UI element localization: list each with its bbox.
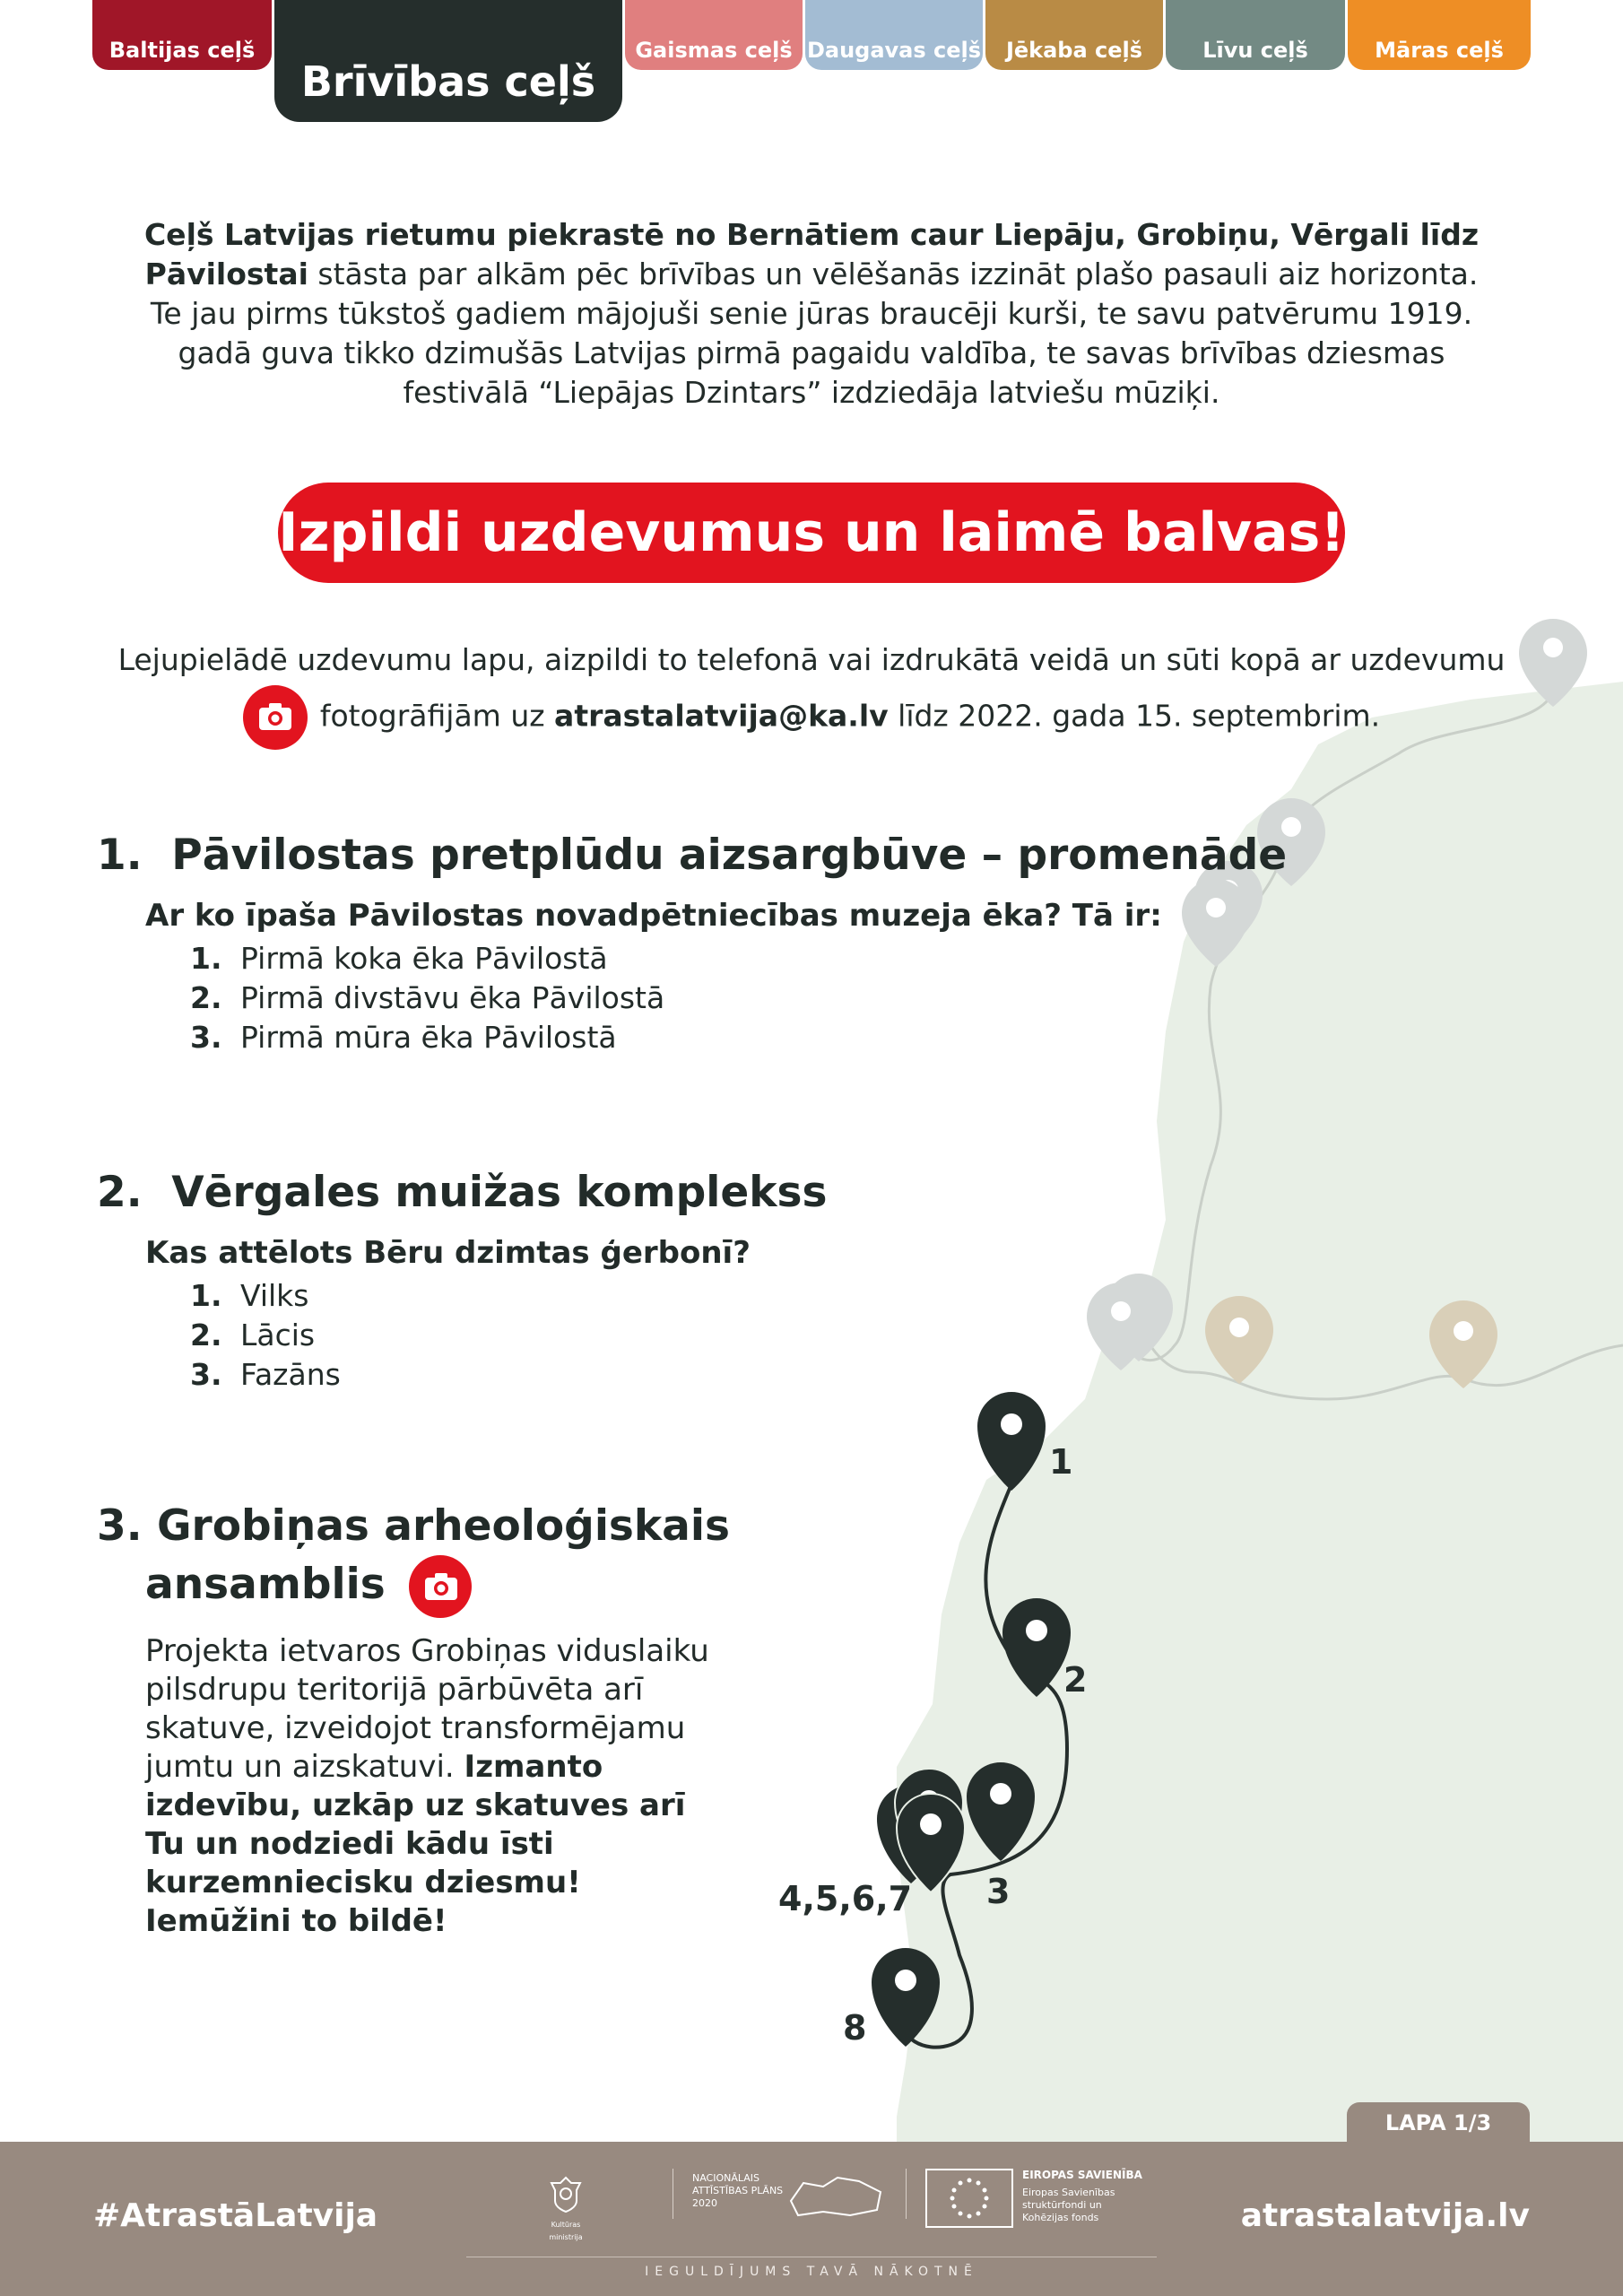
section-1	[97, 831, 1287, 1057]
eu-title: EIROPAS SAVIENĪBA	[1022, 2169, 1142, 2181]
section-2-question: Kas attēlots Bēru dzimtas ģerbonī?	[145, 1235, 751, 1271]
latvia-map-icon	[787, 2174, 888, 2221]
tab-brivibas[interactable]: Brīvības ceļš	[274, 0, 622, 122]
section-3-text	[145, 1632, 719, 1941]
section-2	[97, 1168, 827, 1395]
pin-label-2: 2	[1063, 1660, 1088, 1700]
instructions-line1: Lejupielādē uzdevumu lapu, aizpildi to telefonā vai izdrukātā veidā un sūti kopā ar uzdevumu	[117, 642, 1506, 677]
section-2-option	[190, 1355, 827, 1395]
eu-flag-icon	[925, 2169, 1013, 2228]
section-2-option	[190, 1316, 827, 1355]
footer-tagline: IEGULDĪJUMS TAVĀ NĀKOTNĒ	[466, 2257, 1157, 2279]
tab-jekaba[interactable]: Jēkaba ceļš	[985, 0, 1163, 70]
pin-label-8: 8	[843, 2008, 867, 2048]
page-indicator: LAPA 1/3	[1347, 2102, 1530, 2144]
section-1-options	[190, 939, 1287, 1057]
pin-label-1: 1	[1049, 1442, 1073, 1482]
pin-label-3: 3	[986, 1872, 1011, 1911]
ministry-logo	[534, 2174, 597, 2244]
intro-bold: Ceļš Latvijas rietumu piekrastē no Bernātiem caur Liepāju, Grobiņu, Vērgali līdz Pāvilostai	[143, 217, 1480, 291]
option-number: 1.	[190, 941, 222, 976]
option-text: Fazāns	[240, 1357, 341, 1392]
footer-website-link[interactable]: atrastalatvija.lv	[1240, 2197, 1530, 2234]
option-number: 3.	[190, 1357, 222, 1392]
prize-banner: Izpildi uzdevumus un laimē balvas!	[278, 483, 1345, 583]
option-text: Pirmā koka ēka Pāvilostā	[240, 941, 608, 976]
option-number: 2.	[190, 1318, 222, 1352]
section-2-title	[97, 1168, 827, 1217]
option-number: 1.	[190, 1278, 222, 1313]
section-1-option	[190, 978, 1287, 1018]
tab-maras[interactable]: Māras ceļš	[1348, 0, 1531, 70]
option-text: Vilks	[240, 1278, 309, 1313]
plan-text: NACIONĀLAIS ATTĪSTĪBAS PLĀNS 2020	[692, 2172, 784, 2209]
pin-label-4567: 4,5,6,7	[778, 1879, 913, 1918]
divider	[906, 2169, 907, 2219]
footer	[0, 2142, 1623, 2296]
option-text: Lācis	[240, 1318, 316, 1352]
section-3-title	[97, 1498, 730, 1618]
option-number: 3.	[190, 1020, 222, 1055]
instructions	[99, 635, 1524, 750]
coat-of-arms-icon	[537, 2174, 595, 2215]
option-number: 2.	[190, 980, 222, 1015]
section-3	[97, 1498, 730, 1618]
instructions-post: līdz 2022. gada 15. septembrim.	[888, 698, 1381, 734]
tab-gaismas[interactable]: Gaismas ceļš	[625, 0, 803, 70]
contact-email[interactable]: atrastalatvija@ka.lv	[554, 698, 889, 734]
intro-paragraph	[135, 215, 1488, 413]
intro-text: stāsta par alkām pēc brīvības un vēlēšanās izzināt plašo pasauli aiz horizonta. Te jau pirms tūkstoš gadiem mājojuši senie jūras braucēji kurši, te savu patvērumu 1919. gadā guva tikko dzimušās Latvijas pirmā pagaidu valdība, te savas brīvības dziesmas festivālā “Liepājas Dzintars” izdziedāja latviešu mūziķi.	[150, 257, 1479, 410]
option-text: Pirmā divstāvu ēka Pāvilostā	[240, 980, 665, 1015]
ministry-name: Kultūras ministrija	[549, 2221, 583, 2241]
section-3-number: 3.	[97, 1501, 143, 1551]
section-2-options	[190, 1276, 827, 1395]
footer-hashtag[interactable]: #AtrastāLatvija	[93, 2197, 378, 2234]
section-3-task: Izmanto izdevību, uzkāp uz skatuves arī Tu un nodziedi kādu īsti kurzemniecisku dziesmu! Iemūžini to bildē!	[145, 1749, 686, 1939]
section-2-title-text: Vērgales muižas komplekss	[171, 1168, 828, 1217]
camera-icon	[409, 1555, 472, 1618]
section-2-option	[190, 1276, 827, 1316]
eu-text: Eiropas Savienības struktūrfondi un Kohēzijas fonds	[1022, 2187, 1115, 2223]
tab-daugavas[interactable]: Daugavas ceļš	[805, 0, 983, 70]
camera-icon	[243, 685, 308, 750]
section-3-description: Projekta ietvaros Grobiņas viduslaiku pilsdrupu teritorijā pārbūvēta arī skatuve, izveidojot transformējamu jumtu un aizskatuvi.	[145, 1633, 709, 1785]
section-1-number: 1.	[97, 831, 143, 880]
section-1-option	[190, 1018, 1287, 1057]
section-1-title-text: Pāvilostas pretplūdu aizsargbūve – promenāde	[171, 831, 1288, 880]
tab-baltijas[interactable]: Baltijas ceļš	[92, 0, 272, 70]
section-1-option	[190, 939, 1287, 978]
instructions-line2	[99, 685, 1524, 750]
section-1-question: Ar ko īpaša Pāvilostas novadpētniecības muzeja ēka? Tā ir:	[145, 898, 1162, 934]
instructions-pre: fotogrāfijām uz	[319, 698, 555, 734]
option-text: Pirmā mūra ēka Pāvilostā	[240, 1020, 617, 1055]
section-1-title	[97, 831, 1287, 880]
section-3-title-line1: Grobiņas arheoloģiskais	[156, 1501, 730, 1551]
section-3-title-line2: ansamblis	[145, 1559, 386, 1609]
section-2-number: 2.	[97, 1168, 143, 1217]
tab-livu[interactable]: Līvu ceļš	[1166, 0, 1345, 70]
